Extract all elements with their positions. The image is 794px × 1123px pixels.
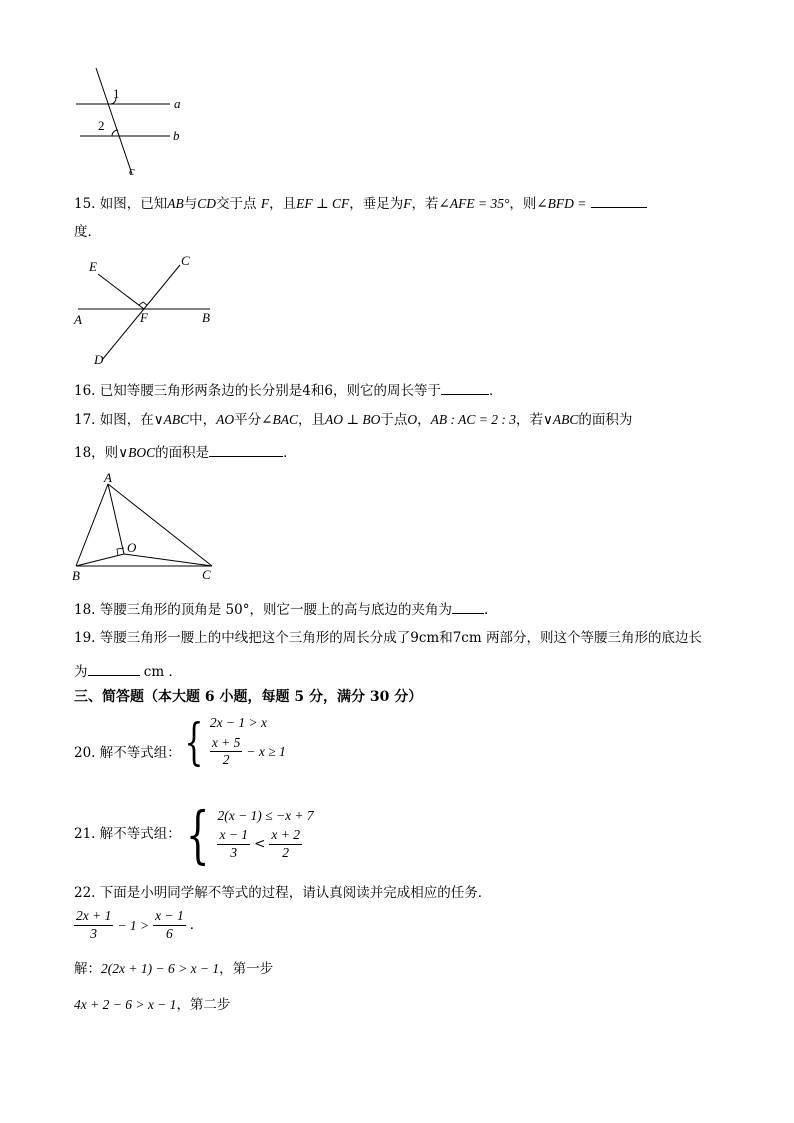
point-B-label: B: [202, 310, 210, 325]
inequality-1: 2(x − 1) ≤ −x + 7: [217, 807, 314, 823]
question-17-line1: 17. 如图，在∨ABC中，AO平分∠BAC，且AO ⊥ BO于点O，AB : AC = 2 : 3，若∨ABC的面积为: [74, 412, 633, 428]
question-17-line2: 18，则∨BOC的面积是 ．: [74, 445, 297, 461]
angle-2-label: 2: [98, 118, 105, 133]
inequality-1: 2x − 1 > x: [209, 715, 268, 730]
question-16: 16. 已知等腰三角形两条边的长分别是4和6，则它的周长等于 ．: [74, 383, 503, 399]
question-22-step2: 4x + 2 − 6 > x − 1，第二步: [74, 997, 231, 1013]
question-15: 15. 如图，已知AB与CD交于点 F，且EF ⊥ CF，垂足为F，若∠AFE = 35°，则∠BFD =: [74, 195, 647, 212]
inequality-2: $\frac{x - 1}{3}$ < $\frac{x + 2}{2}$: [219, 827, 300, 861]
figure-parallel-lines: [60, 62, 200, 182]
question-21-system: [178, 798, 314, 871]
angle-1-label: 1: [113, 86, 120, 101]
inequality-2: $\frac{x + 5}{2}$ − x ≥ 1: [211, 734, 286, 768]
point-B-label: B: [72, 568, 80, 583]
point-F-label: F: [140, 310, 148, 325]
question-21-label: 21. 解不等式组：: [74, 826, 181, 842]
point-C-label: C: [181, 253, 190, 268]
question-19-line1: 19. 等腰三角形一腰上的中线把这个三角形的周长分成了9cm和7cm 两部分，则这个等腰三角形的底边长: [74, 630, 702, 646]
figure-q15: [70, 252, 230, 370]
section-title: 三、简答题（本大题 6 小题，每题 5 分，满分 30 分）: [74, 689, 423, 705]
answer-blank[interactable]: [452, 601, 484, 614]
figure-q17: [66, 470, 226, 588]
question-22-inequality: $\frac{2x + 1}{3}$ − 1 > $\frac{x - 1}{6}$ ．: [76, 908, 204, 941]
question-22-intro: 22. 下面是小明同学解不等式的过程，请认真阅读并完成相应的任务．: [74, 885, 492, 901]
brace-icon: {: [185, 798, 210, 871]
answer-blank[interactable]: [88, 663, 140, 676]
brace-icon: {: [184, 713, 204, 772]
question-19-line2: 为 cm ．: [74, 664, 182, 680]
question-20-system: [178, 713, 286, 772]
question-20-label: 20. 解不等式组：: [74, 745, 181, 761]
question-22-step1: 解：2(2x + 1) − 6 > x − 1，第一步: [74, 961, 274, 977]
line-c-label: c: [129, 163, 135, 178]
point-O-label: O: [127, 540, 137, 555]
line-a-label: a: [174, 96, 181, 111]
point-C-label: C: [202, 567, 211, 582]
answer-blank[interactable]: [209, 444, 283, 457]
point-E-label: E: [89, 259, 97, 274]
point-D-label: D: [94, 352, 104, 367]
question-18: 18. 等腰三角形的顶角是 50°，则它一腰上的高与底边的夹角为 .: [74, 602, 489, 618]
answer-blank[interactable]: [441, 382, 489, 395]
question-15-unit: 度．: [74, 224, 101, 240]
line-b-label: b: [173, 128, 180, 143]
point-A-label: A: [104, 470, 112, 485]
answer-blank[interactable]: [591, 195, 647, 208]
point-A-label: A: [74, 312, 82, 327]
